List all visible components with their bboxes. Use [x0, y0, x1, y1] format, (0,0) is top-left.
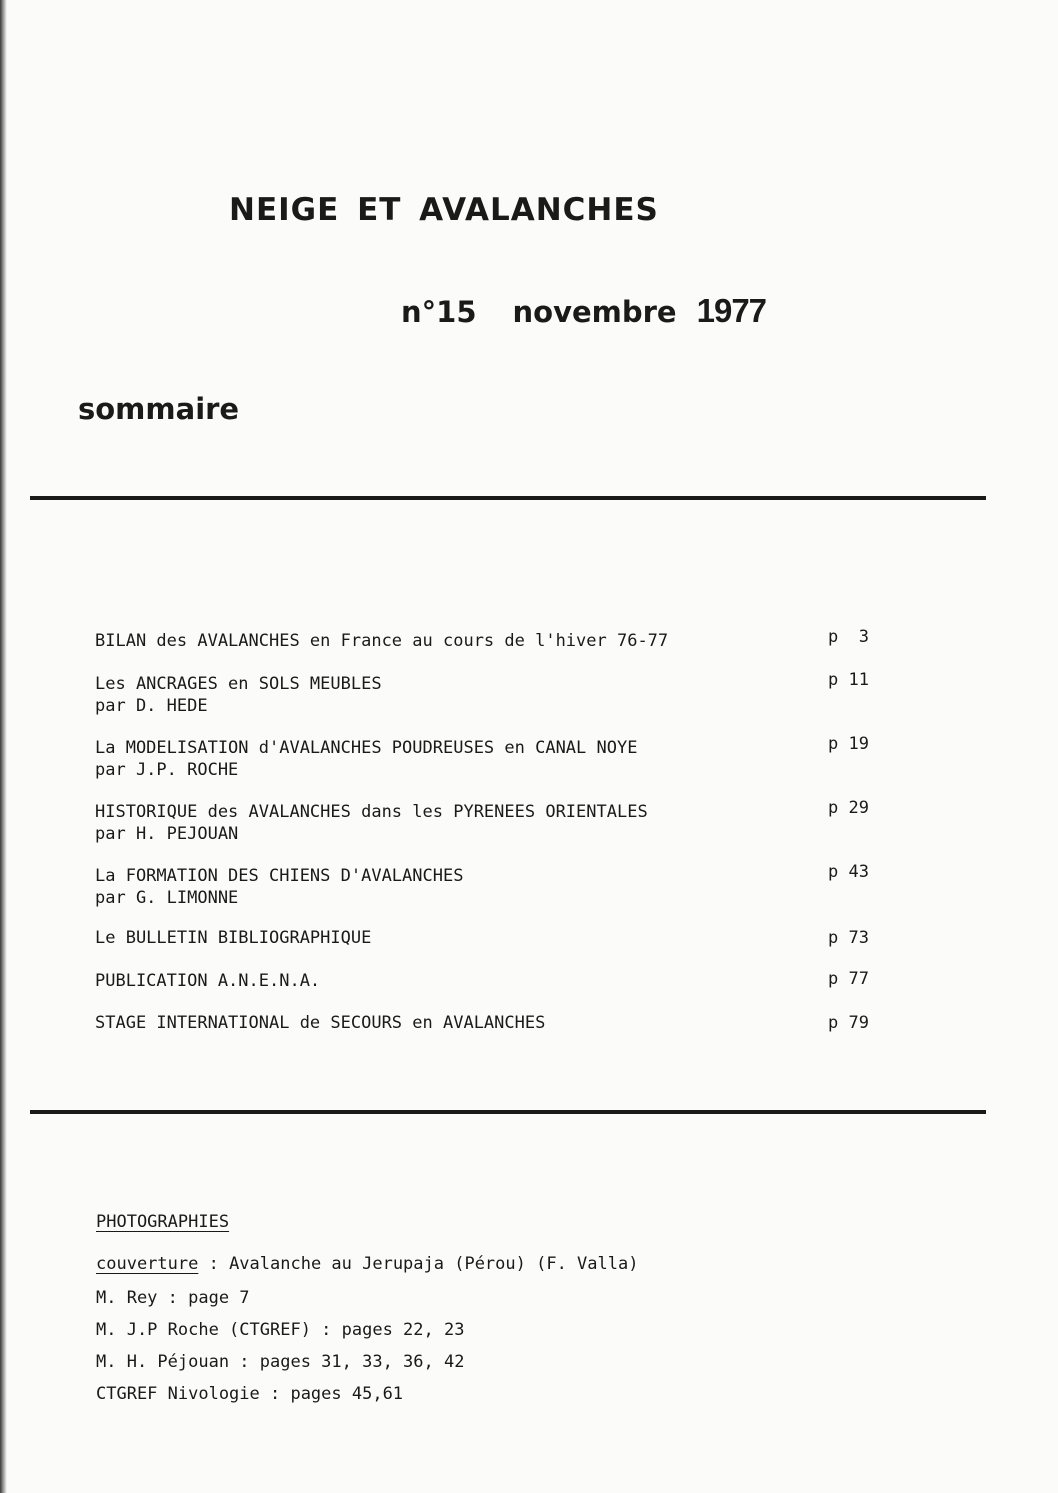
journal-title: NEIGE ET AVALANCHES — [229, 192, 659, 228]
photo-credits — [96, 1212, 639, 1404]
toc-entry-title: Les ANCRAGES en SOLS MEUBLES — [95, 674, 382, 694]
top-divider — [30, 496, 986, 500]
toc-entry — [95, 1012, 895, 1034]
issue-month: novembre — [512, 295, 677, 329]
toc-entry-title: Le BULLETIN BIBLIOGRAPHIQUE — [95, 928, 372, 948]
toc-entry-page: p 11 — [828, 670, 869, 690]
toc-entry — [95, 862, 895, 909]
toc-entry-page: p 79 — [828, 1013, 869, 1033]
toc-entry-page: p 73 — [828, 928, 869, 948]
summary-title: sommaire — [78, 392, 240, 426]
toc-entry-title: BILAN des AVALANCHES en France au cours de l'hiver 76-77 — [95, 631, 669, 651]
photo-credit-line: M. J.P Roche (CTGREF) : pages 22, 23 — [96, 1320, 465, 1340]
toc-entry-author: par J.P. ROCHE — [95, 760, 239, 780]
toc-entry-title: STAGE INTERNATIONAL de SECOURS en AVALANCHES — [95, 1013, 546, 1033]
toc-entry-title: La FORMATION DES CHIENS D'AVALANCHES — [95, 866, 464, 886]
toc-entry-page: p 3 — [828, 627, 869, 647]
toc-entry-page: p 77 — [828, 969, 869, 989]
page-binding-edge — [0, 0, 7, 1493]
photo-credits-heading: PHOTOGRAPHIES — [96, 1212, 230, 1232]
toc-entry-page: p 29 — [828, 798, 869, 818]
toc-entry-author: par H. PEJOUAN — [95, 824, 239, 844]
cover-credit-text: : Avalanche au Jerupaja (Pérou) (F. Valla) — [198, 1254, 639, 1274]
toc-entry-page: p 19 — [828, 734, 869, 754]
issue-year: 1977 — [696, 292, 767, 329]
toc-entry-page: p 43 — [828, 862, 869, 882]
photo-credit-line: M. Rey : page 7 — [96, 1288, 250, 1308]
toc-entry-title: HISTORIQUE des AVALANCHES dans les PYRENEES ORIENTALES — [95, 802, 648, 822]
toc-entry-author: par G. LIMONNE — [95, 888, 239, 908]
bottom-divider — [30, 1110, 986, 1114]
toc-entry-author: par D. HEDE — [95, 696, 208, 716]
toc-entry — [95, 734, 895, 781]
issue-number: n°15 — [401, 295, 477, 329]
toc-entry — [95, 627, 895, 652]
toc-entry-title: La MODELISATION d'AVALANCHES POUDREUSES en CANAL NOYE — [95, 738, 638, 758]
issue-line — [401, 292, 766, 330]
photo-credit-line: CTGREF Nivologie : pages 45,61 — [96, 1384, 404, 1404]
toc-entry — [95, 670, 895, 717]
toc-entry — [95, 970, 895, 992]
toc-entry — [95, 798, 895, 845]
cover-credit — [96, 1254, 638, 1274]
cover-label: couverture — [96, 1254, 199, 1274]
toc-entry — [95, 927, 895, 949]
photo-credit-line: M. H. Péjouan : pages 31, 33, 36, 42 — [96, 1352, 465, 1372]
toc-entry-title: PUBLICATION A.N.E.N.A. — [95, 971, 321, 991]
